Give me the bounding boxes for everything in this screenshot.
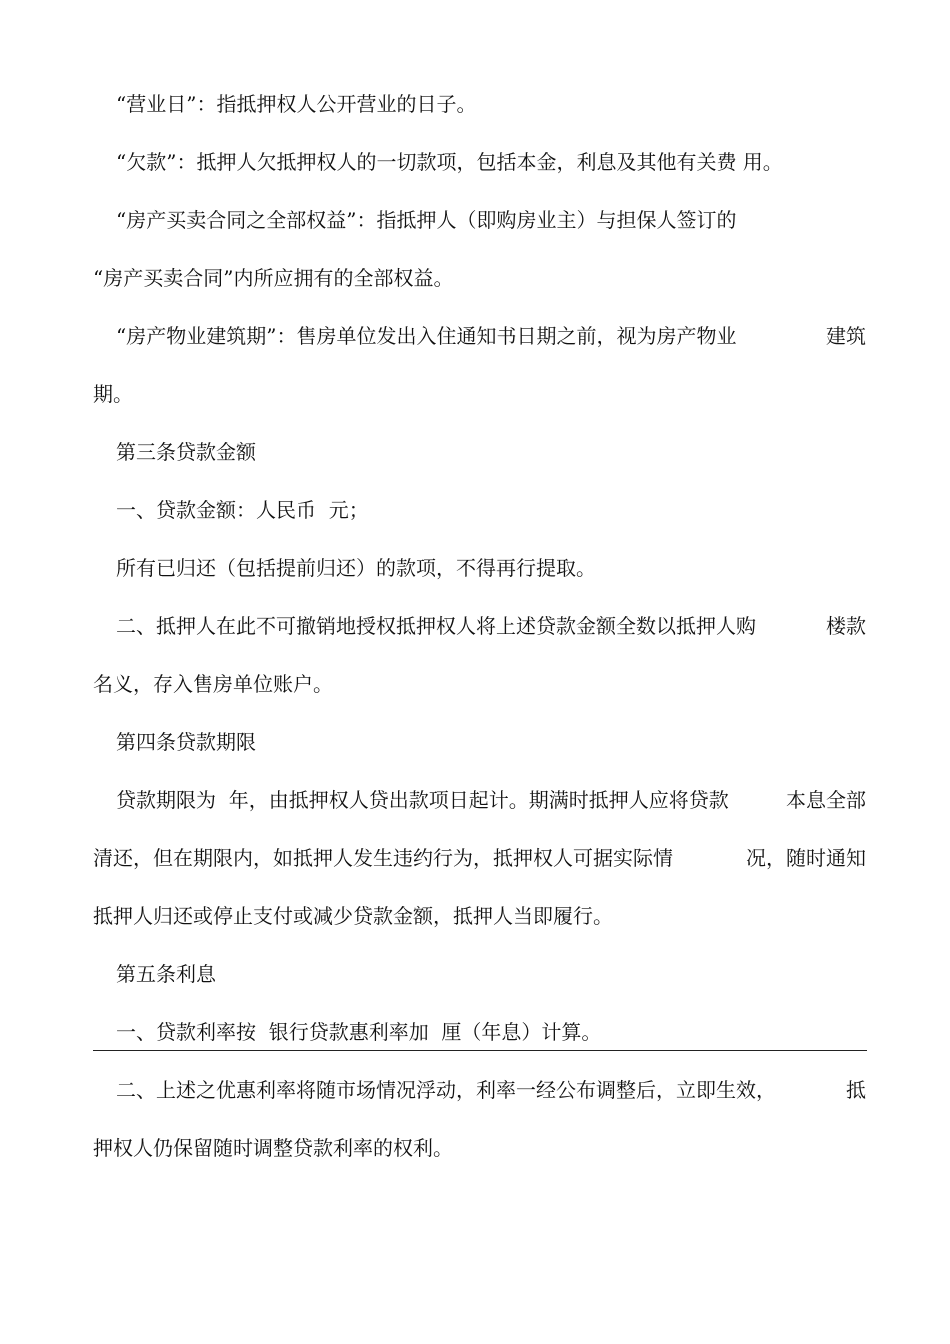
text-segment: “房产物业建筑期”：售房单位发出入住通知书日期之前，视为房产物业 (116, 324, 737, 348)
text-segment: 本息全部 (786, 788, 866, 812)
definition-business-day: “营业日”：指抵押权人公开营业的日子。 (116, 92, 477, 116)
article-5-clause-2-line1 (116, 1076, 866, 1104)
text-segment: 楼款 (826, 614, 866, 638)
article-3-clause-2-line1 (116, 612, 866, 640)
text-segment: 抵 (846, 1078, 866, 1102)
definition-contract-rights-line2: “房产买卖合同”内所应拥有的全部权益。 (93, 266, 454, 290)
definition-debt: “欠款”：抵押人欠抵押权人的一切款项，包括本金，利息及其他有关费 用。 (116, 150, 783, 174)
definition-construction-period-line1 (116, 322, 866, 350)
article-5-clause-2-line2: 押权人仍保留随时调整贷款利率的权利。 (93, 1136, 453, 1160)
article-5-heading: 第五条利息 (116, 962, 216, 986)
article-5-clause-1: 一、贷款利率按 银行贷款惠利率加 厘（年息）计算。 (116, 1020, 602, 1044)
text-segment: 清还，但在期限内，如抵押人发生违约行为，抵押权人可据实际情 (93, 846, 673, 870)
text-segment: 二、上述之优惠利率将随市场情况浮动，利率一经公布调整后，立即生效， (116, 1078, 776, 1102)
horizontal-rule (93, 1050, 867, 1051)
article-3-heading: 第三条贷款金额 (116, 440, 256, 464)
definition-construction-period-line2: 期。 (93, 382, 133, 406)
article-4-body-line3: 抵押人归还或停止支付或减少贷款金额，抵押人当即履行。 (93, 904, 613, 928)
article-4-body-line1 (116, 786, 866, 814)
text-segment: 建筑 (826, 324, 866, 348)
article-4-heading: 第四条贷款期限 (116, 730, 256, 754)
article-3-clause-2-line2: 名义，存入售房单位账户。 (93, 672, 333, 696)
article-3-clause-1-note: 所有已归还（包括提前归还）的款项，不得再行提取。 (116, 556, 596, 580)
article-3-clause-1: 一、贷款金额：人民币 元； (116, 498, 369, 522)
text-segment: 二、抵押人在此不可撤销地授权抵押权人将上述贷款金额全数以抵押人购 (116, 614, 756, 638)
text-segment: 况，随时通知 (746, 846, 866, 870)
article-4-body-line2 (93, 844, 866, 872)
definition-contract-rights-line1: “房产买卖合同之全部权益”：指抵押人（即购房业主）与担保人签订的 (116, 208, 737, 232)
text-segment: 贷款期限为 年，由抵押权人贷出款项日起计。期满时抵押人应将贷款 (116, 788, 729, 812)
